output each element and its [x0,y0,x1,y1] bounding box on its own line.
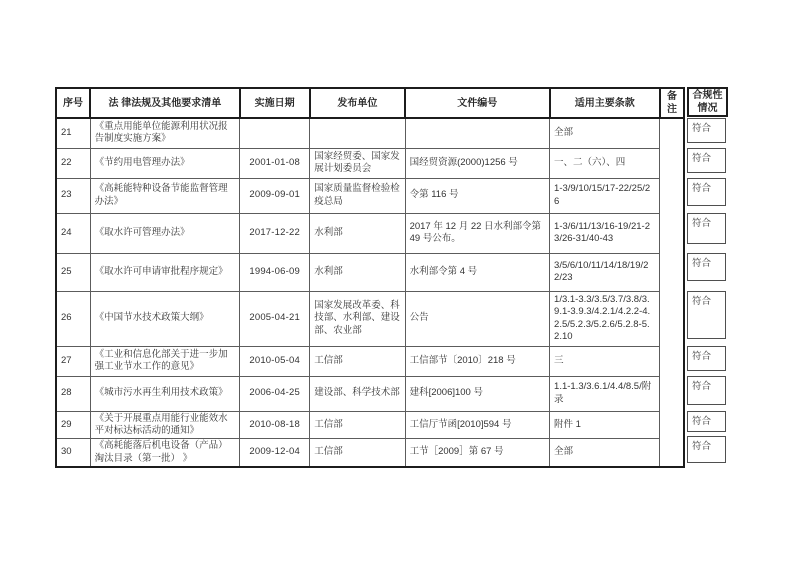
cell-date: 2009-09-01 [240,178,310,213]
cell-doc-no: 2017 年 12 月 22 日水利部令第 49 号公布。 [405,213,549,253]
header-publisher: 发布单位 [310,88,405,118]
cell-doc-no: 建科[2006]100 号 [405,376,549,411]
cell-date [240,118,310,148]
cell-publisher: 水利部 [310,253,405,291]
table-row [56,411,684,439]
table-row [56,376,684,411]
header-clauses: 适用主要条款 [550,88,660,118]
compliance-cell: 符合 [687,411,726,432]
cell-publisher [310,118,405,148]
cell-title: 《高耗能特种设备节能监督管理办法》 [90,178,239,213]
cell-date: 2017-12-22 [240,213,310,253]
cell-title: 《取水许可管理办法》 [90,213,239,253]
cell-title: 《高耗能落后机电设备（产品）淘汰目录（第一批） 》 [90,439,239,467]
cell-doc-no: 工信部节〔2010〕218 号 [405,346,549,376]
cell-publisher: 水利部 [310,213,405,253]
cell-no: 27 [56,346,90,376]
cell-clauses: 1-3/6/11/13/16-19/21-23/26-31/40-43 [550,213,660,253]
compliance-cell: 符合 [687,346,726,371]
cell-no: 26 [56,291,90,346]
cell-title: 《节约用电管理办法》 [90,148,239,178]
cell-publisher: 工信部 [310,439,405,467]
cell-doc-no: 水利部令第 4 号 [405,253,549,291]
cell-clauses: 一、二（六）、四 [550,148,660,178]
compliance-cell: 符合 [687,376,726,405]
cell-doc-no [405,118,549,148]
cell-clauses: 附件 1 [550,411,660,439]
cell-clauses: 1/3.1-3.3/3.5/3.7/3.8/3.9.1-3.9.3/4.2.1/4.2.2-4.2.5/5.2.3/5.2.6/5.2.8-5.2.10 [550,291,660,346]
cell-clauses: 1.1-1.3/3.6.1/4.4/8.5/附录 [550,376,660,411]
table-row [56,291,684,346]
compliance-cell: 符合 [687,253,726,281]
compliance-cell: 符合 [687,436,726,463]
cell-no: 29 [56,411,90,439]
table-header-row [56,88,684,118]
table-row [56,118,684,148]
cell-clauses: 全部 [550,439,660,467]
remark-column-cell [660,118,684,467]
cell-no: 30 [56,439,90,467]
cell-publisher: 国家质量监督检验检疫总局 [310,178,405,213]
compliance-cell: 符合 [687,118,726,143]
cell-doc-no: 公告 [405,291,549,346]
header-date: 实施日期 [240,88,310,118]
cell-no: 25 [56,253,90,291]
compliance-cell: 符合 [687,291,726,339]
table-row [56,253,684,291]
cell-date: 2010-08-18 [240,411,310,439]
compliance-cell: 符合 [687,178,726,206]
cell-no: 22 [56,148,90,178]
cell-title: 《工业和信息化部关于进一步加强工业节水工作的意见》 [90,346,239,376]
compliance-cell: 符合 [687,213,726,244]
cell-title: 《取水许可申请审批程序规定》 [90,253,239,291]
table-row [56,148,684,178]
cell-date: 2005-04-21 [240,291,310,346]
cell-doc-no: 令第 116 号 [405,178,549,213]
table-row [56,439,684,467]
header-no: 序号 [56,88,90,118]
cell-no: 23 [56,178,90,213]
cell-no: 21 [56,118,90,148]
cell-doc-no: 国经贸资源(2000)1256 号 [405,148,549,178]
cell-title: 《城市污水再生利用技术政策》 [90,376,239,411]
header-list: 法 律法规及其他要求清单 [90,88,239,118]
table-row [56,346,684,376]
cell-clauses: 3/5/6/10/11/14/18/19/22/23 [550,253,660,291]
header-doc-no: 文件编号 [405,88,549,118]
cell-date: 2010-05-04 [240,346,310,376]
cell-doc-no: 工信厅节函[2010]594 号 [405,411,549,439]
cell-no: 24 [56,213,90,253]
cell-date: 1994-06-09 [240,253,310,291]
cell-date: 2006-04-25 [240,376,310,411]
cell-clauses: 三 [550,346,660,376]
header-remark: 备 注 [660,88,684,118]
cell-no: 28 [56,376,90,411]
cell-publisher: 国家经贸委、国家发展计划委员会 [310,148,405,178]
header-compliance: 合规性 情况 [687,87,728,117]
table-row [56,213,684,253]
cell-publisher: 工信部 [310,411,405,439]
cell-doc-no: 工节［2009］第 67 号 [405,439,549,467]
cell-clauses: 全部 [550,118,660,148]
cell-publisher: 国家发展改革委、科技部、水利部、建设部、农业部 [310,291,405,346]
cell-title: 《关于开展重点用能行业能效水平对标达标活动的通知》 [90,411,239,439]
compliance-cell: 符合 [687,148,726,173]
cell-publisher: 工信部 [310,346,405,376]
cell-title: 《重点用能单位能源利用状况报告制度实施方案》 [90,118,239,148]
cell-clauses: 1-3/9/10/15/17-22/25/26 [550,178,660,213]
cell-date: 2009-12-04 [240,439,310,467]
cell-publisher: 建设部、科学技术部 [310,376,405,411]
table-row [56,178,684,213]
cell-title: 《中国节水技术政策大纲》 [90,291,239,346]
regulations-table-area [55,87,723,468]
regulations-table [55,87,685,468]
cell-date: 2001-01-08 [240,148,310,178]
